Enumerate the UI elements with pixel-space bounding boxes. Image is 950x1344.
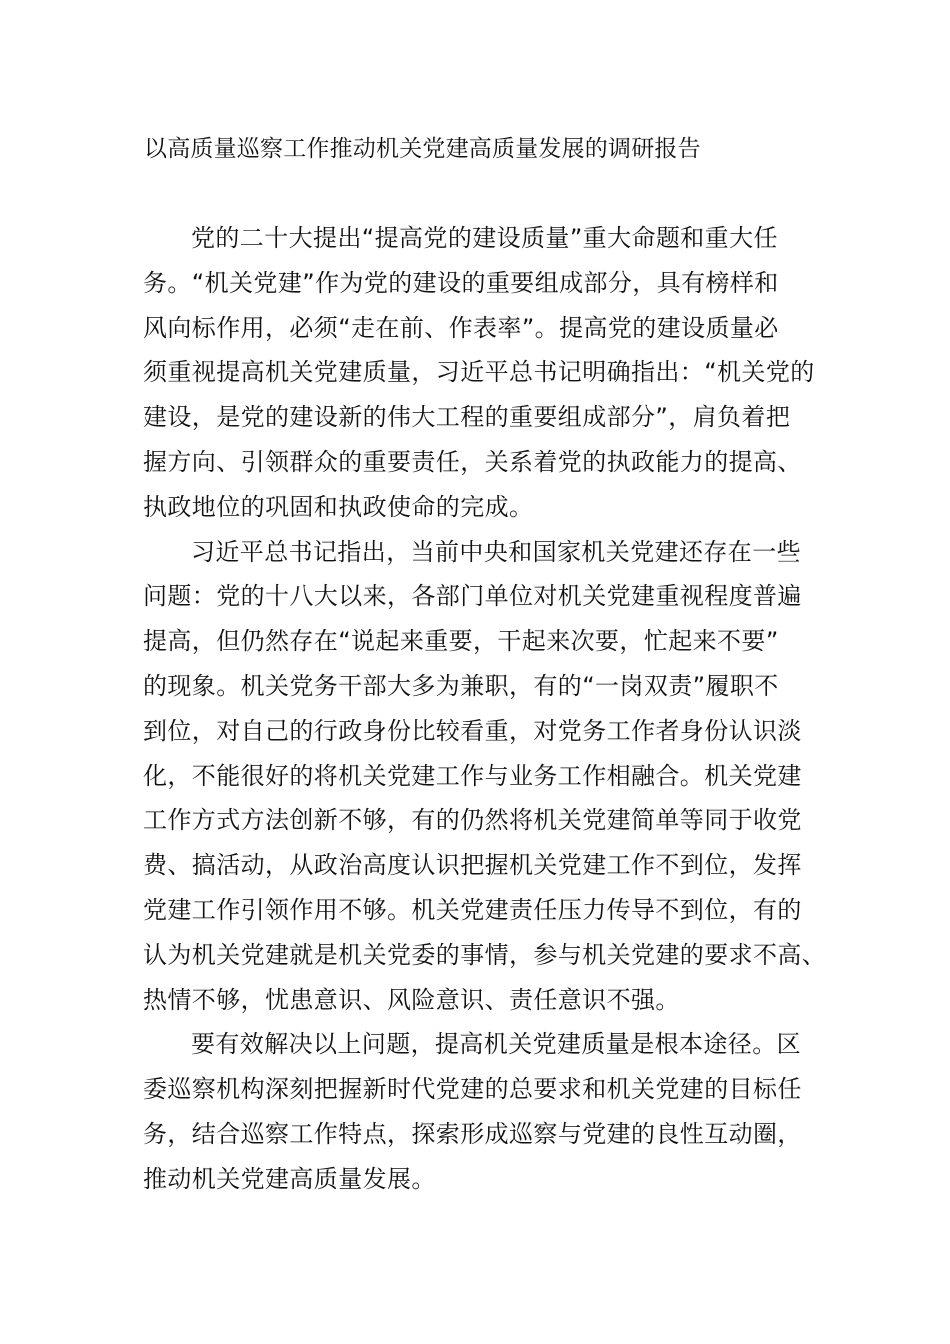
text-line: 工作方式方法创新不够，有的仍然将机关党建简单等同于收党 (143, 806, 802, 835)
text-line: 党的二十大提出“提高党的建设质量”重大命题和重大任 (191, 224, 778, 252)
paragraph-3 (143, 1022, 823, 1201)
text-line: 推动机关党建高质量发展。 (143, 1164, 436, 1193)
text-line: 的现象。机关党务干部大多为兼职，有的“一岗双责”履职不 (143, 671, 779, 700)
text-line: 须重视提高机关党建质量，习近平总书记明确指出：“机关党的 (143, 358, 815, 387)
paragraph-2 (143, 530, 827, 1023)
text-line: 费、搞活动，从政治高度认识把握机关党建工作不到位，发挥 (143, 851, 802, 880)
text-line: 问题：党的十八大以来，各部门单位对机关党建重视程度普遍 (143, 582, 802, 611)
text-line: 建设，是党的建设新的伟大工程的重要组成部分”，肩负着把 (143, 403, 791, 432)
text-line: 热情不够，忧患意识、风险意识、责任意识不强。 (143, 985, 680, 1014)
text-line: 到位，对自己的行政身份比较看重，对党务工作者身份认识淡 (143, 716, 802, 745)
text-line: 委巡察机构深刻把握新时代党建的总要求和机关党建的目标任 (143, 1075, 802, 1104)
text-line: 提高，但仍然存在“说起来重要，干起来次要，忙起来不要” (143, 627, 779, 656)
text-line: 务。“机关党建”作为党的建设的重要组成部分，具有榜样和 (143, 268, 779, 297)
text-line: 习近平总书记指出，当前中央和国家机关党建还存在一些 (191, 537, 801, 566)
text-line: 握方向、引领群众的重要责任，关系着党的执政能力的提高、 (143, 447, 802, 476)
text-line: 党建工作引领作用不够。机关党建责任压力传导不到位，有的 (143, 895, 802, 924)
text-line: 认为机关党建就是机关党委的事情，参与机关党建的要求不高、 (143, 940, 827, 969)
text-line: 务，结合巡察工作特点，探索形成巡察与党建的良性互动圈， (143, 1119, 802, 1148)
paragraph-1 (143, 216, 823, 530)
text-line: 风向标作用，必须“走在前、作表率”。提高党的建设质量必 (143, 313, 779, 342)
text-line: 要有效解决以上问题，提高机关党建质量是根本途径。区 (191, 1030, 801, 1059)
document-title: 以高质量巡察工作推动机关党建高质量发展的调研报告 (144, 136, 701, 162)
document-body (143, 216, 827, 1202)
text-line: 执政地位的巩固和执政使命的完成。 (143, 492, 534, 521)
text-line: 化，不能很好的将机关党建工作与业务工作相融合。机关党建 (143, 761, 802, 790)
